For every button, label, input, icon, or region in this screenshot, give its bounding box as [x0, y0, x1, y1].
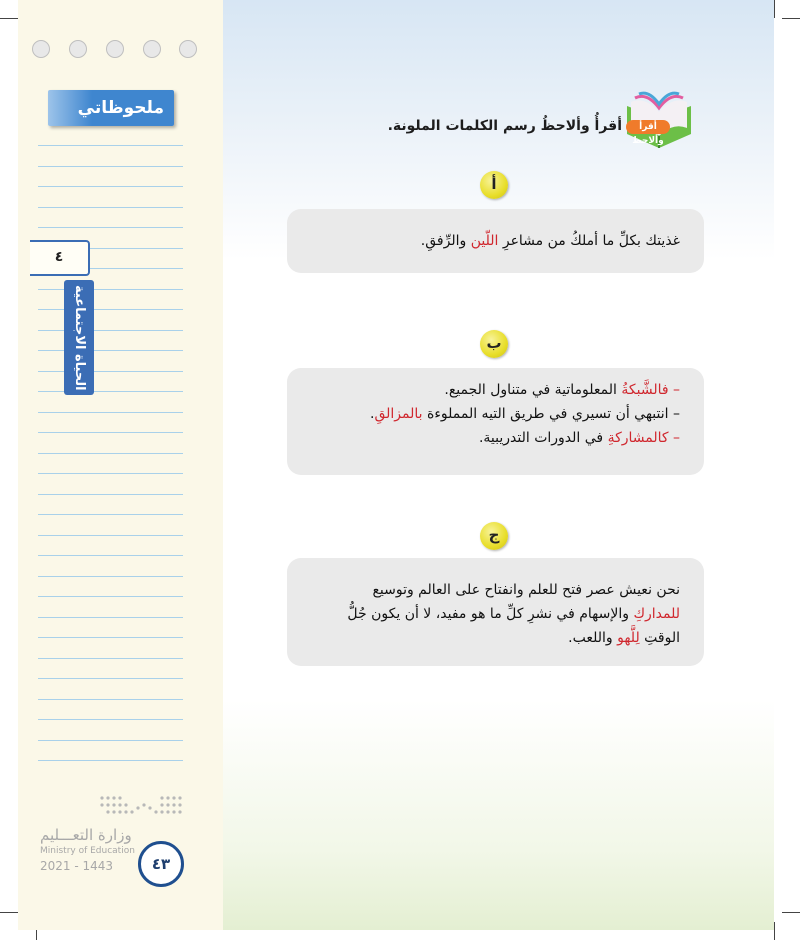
text-segment: نحن نعيش عصر فتح للعلم وانفتاح على العالم وتوسيع — [372, 582, 680, 598]
highlighted-word: – كالمشاركةِ — [607, 430, 680, 446]
ruled-line — [38, 658, 183, 659]
ruled-line — [38, 412, 183, 413]
page-number: ٤٣ — [138, 841, 184, 887]
highlighted-word: بالمزالقِ — [374, 406, 423, 422]
ruled-line — [38, 289, 183, 290]
example-card-c — [287, 558, 704, 666]
notes-sidebar — [18, 0, 225, 930]
ruled-line — [38, 740, 183, 741]
highlighted-word: للمداركِ — [633, 606, 680, 622]
ruled-line — [38, 371, 183, 372]
binder-ring — [143, 40, 161, 58]
card-text — [311, 378, 680, 450]
unit-number: ٤ — [30, 240, 90, 276]
text-segment: المعلوماتية في متناول الجميع. — [444, 382, 622, 398]
card-text — [311, 578, 680, 650]
card-line — [311, 426, 680, 450]
binder-ring — [106, 40, 124, 58]
ruled-line — [38, 699, 183, 700]
text-segment: والرِّفقِ. — [420, 233, 471, 249]
ruled-line — [38, 432, 183, 433]
unit-title: الحياة الاجتماعية — [64, 280, 94, 395]
ruled-line — [38, 678, 183, 679]
highlighted-word: اللّين — [470, 233, 499, 249]
section-badge-c: ج — [480, 522, 508, 550]
ruled-line — [38, 596, 183, 597]
ruled-line — [38, 391, 183, 392]
ruled-line — [38, 330, 183, 331]
ruled-line — [38, 207, 183, 208]
crop-mark — [782, 18, 800, 19]
ruled-line — [38, 494, 183, 495]
binder-ring — [69, 40, 87, 58]
ruled-line — [38, 576, 183, 577]
example-card-b — [287, 368, 704, 475]
read-observe-label: أقرأ وألاحظ — [626, 120, 670, 134]
ruled-line — [38, 453, 183, 454]
binder-ring — [32, 40, 50, 58]
ruled-line — [38, 473, 183, 474]
text-segment: – انتبهي أن تسيري في طريق التيه المملوءة — [422, 406, 680, 422]
card-line — [311, 229, 680, 253]
ministry-year: 2021 - 1443 — [40, 859, 114, 873]
ministry-logo-icon — [98, 793, 188, 817]
ruled-line — [38, 617, 183, 618]
card-line — [311, 578, 680, 602]
section-badge-a: أ — [480, 171, 508, 199]
text-segment: غذيتك بكلِّ ما أملكُ من مشاعرِ — [498, 233, 680, 249]
ruled-line — [38, 186, 183, 187]
card-line — [311, 402, 680, 426]
ruled-line — [38, 535, 183, 536]
ruled-line — [38, 309, 183, 310]
card-line — [311, 602, 680, 626]
text-segment: الوقتِ — [639, 630, 680, 646]
section-badge-b: ب — [480, 330, 508, 358]
card-line — [311, 378, 680, 402]
ruled-line — [38, 350, 183, 351]
text-segment: والإسهام في نشرِ كلِّ ما هو مفيد، لا أن يكون جُلُّ — [347, 606, 634, 622]
card-line — [311, 626, 680, 650]
ruled-line — [38, 637, 183, 638]
text-segment: واللعب. — [568, 630, 618, 646]
crop-mark — [782, 912, 800, 913]
crop-mark — [0, 18, 18, 19]
notes-title: ملحوظاتي — [48, 90, 174, 126]
highlighted-word: لِلَّهو — [617, 630, 640, 646]
highlighted-word: – فالشَّبكةُ — [621, 382, 680, 398]
binder-ring — [179, 40, 197, 58]
ruled-line — [38, 227, 183, 228]
ministry-name-en: Ministry of Education — [40, 846, 135, 856]
crop-mark — [774, 0, 775, 18]
ruled-line — [38, 514, 183, 515]
ruled-line — [38, 166, 183, 167]
ministry-name-ar: وزارة التعـــليم — [40, 826, 132, 844]
ruled-line — [38, 145, 183, 146]
example-card-a — [287, 209, 704, 273]
instruction-text: أقرأُ وألاحظُ رسم الكلمات الملونة. — [387, 118, 622, 134]
crop-mark — [0, 912, 18, 913]
text-segment: في الدورات التدريبية. — [478, 430, 608, 446]
card-text — [311, 229, 680, 253]
ruled-line — [38, 719, 183, 720]
text-segment: . — [370, 406, 375, 422]
ruled-line — [38, 555, 183, 556]
crop-mark — [774, 922, 775, 940]
ruled-line — [38, 760, 183, 761]
